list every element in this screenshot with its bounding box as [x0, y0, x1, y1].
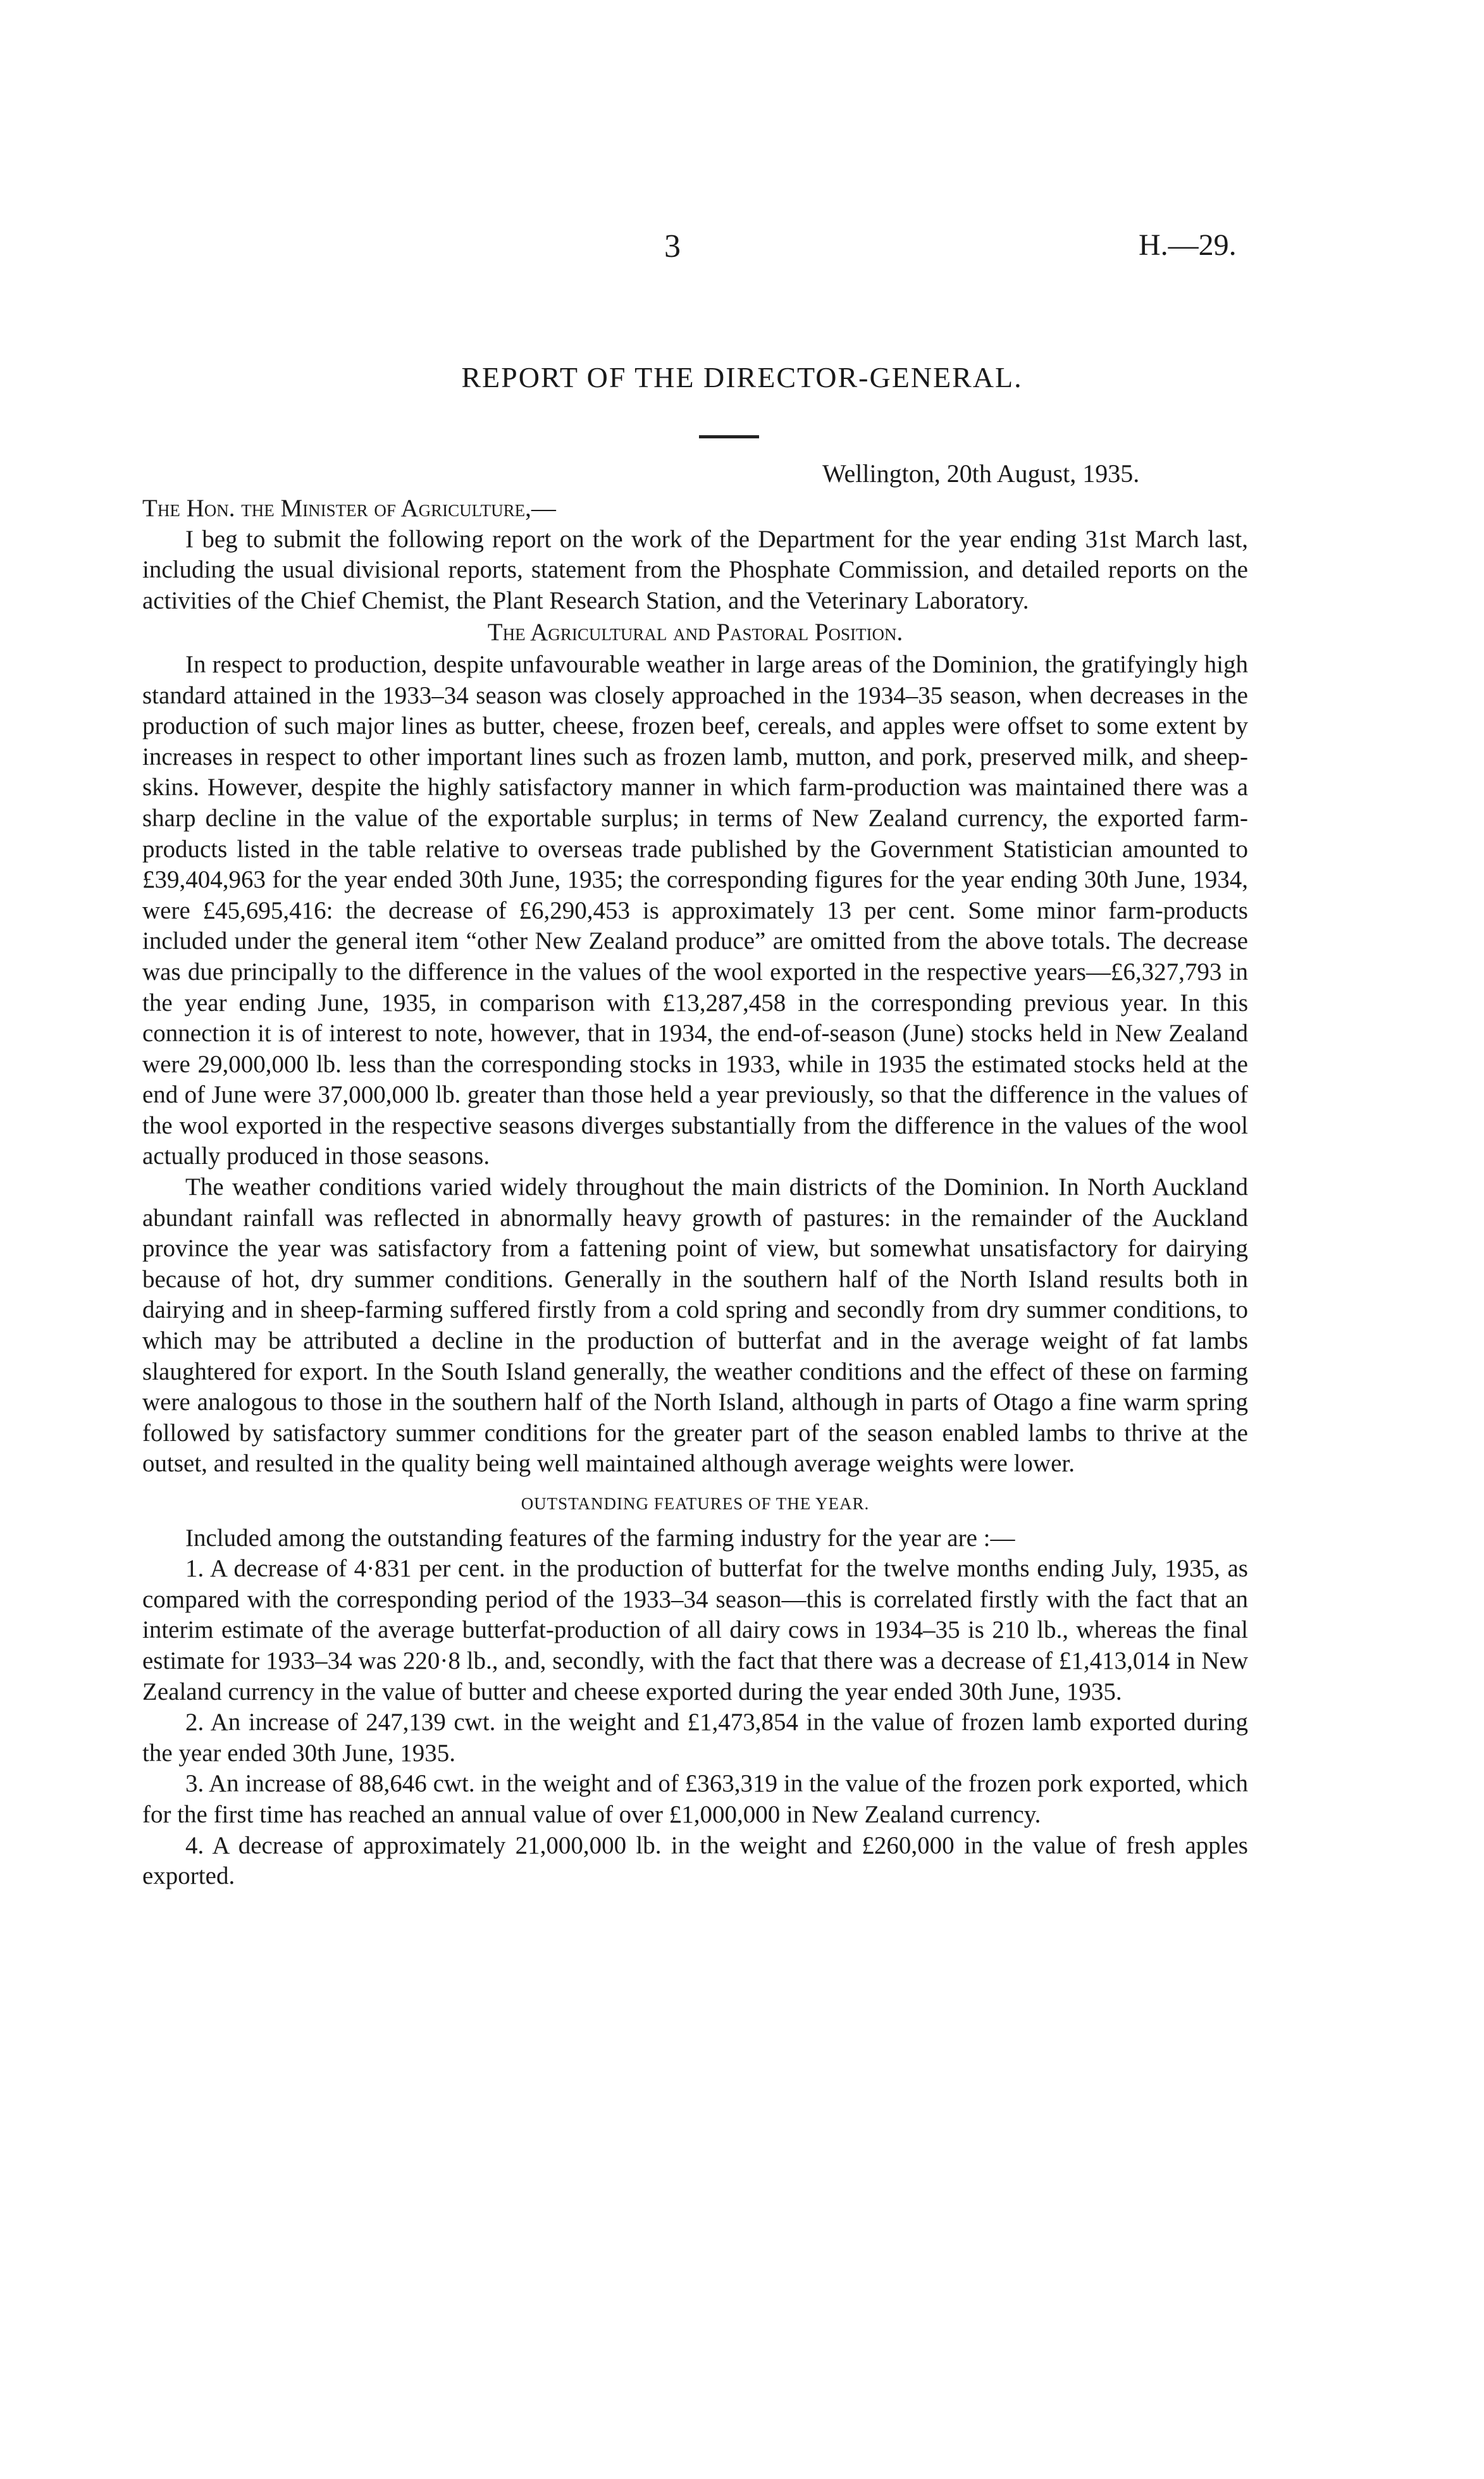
list-item: 2. An increase of 247,139 cwt. in the weight and £1,473,854 in the value of frozen lamb exported during the year ended 30th June, 1935. [142, 1709, 1248, 1767]
list-item: 1. A decrease of 4·831 per cent. in the production of butterfat for the twelve months ending July, 1935, as compared with the corresponding period of the 1933–34 season—this is correlated firstly with the fact that an interim estimate of the average butterfat-production of all dairy cows in 1934–35 is 210 lb., whereas the final estimate for 1933–34 was 220·8 lb., and, secondly, with the fact that there was a decrease of £1,413,014 in New Zealand currency in the value of butter and cheese exported during the year ended 30th June, 1935. [142, 1555, 1248, 1705]
paragraph: Included among the outstanding features of the farming industry for the year are :— [185, 1524, 1015, 1552]
section-heading-position: The Agricultural and Pastoral Position. [487, 619, 903, 646]
document-reference: H.—29. [1139, 228, 1237, 262]
list-item: 4. A decrease of approximately 21,000,000 lb. in the weight and £260,000 in the value of fresh apples exported. [142, 1831, 1248, 1890]
place-date: Wellington, 20th August, 1935. [822, 459, 1140, 488]
report-title: REPORT OF THE DIRECTOR-GENERAL. [461, 361, 1023, 393]
list-item: 3. An increase of 88,646 cwt. in the weight and of £363,319 in the value of the frozen pork exported, which for the first time has reached an annual value of over £1,000,000 in New Zealand currency. [142, 1770, 1248, 1828]
title-rule [699, 435, 759, 438]
paragraph: The weather conditions varied widely throughout the main districts of the Dominion. In North Auckland abundant rainfall was reflected in abnormally heavy growth of pastures: in the remainder of the Auckland province the year was satisfactory from a fattening point of view, but somewhat unsatisfactory for dairying because of hot, dry summer conditions. Generally in the southern half of the North Island results both in dairying and in sheep-farming suffered firstly from a cold spring and secondly from dry summer conditions, to which may be attributed a decline in the production of butterfat and in the average weight of fat lambs slaughtered for export. In the South Island generally, the weather conditions and the effect of these on farming were analogous to those in the southern half of the North Island, although in parts of Otago a fine warm spring followed by satisfactory summer conditions for the greater part of the season enabled lambs to thrive at the outset, and resulted in the quality being well maintained although average weights were lower. [142, 1173, 1248, 1478]
section-heading-features: OUTSTANDING FEATURES OF THE YEAR. [521, 1494, 870, 1513]
salutation: The Hon. the Minister of Agriculture,— [142, 495, 556, 522]
page-number: 3 [664, 228, 681, 264]
intro-paragraph: I beg to submit the following report on the work of the Department for the year ending 31st March last, including the usual divisional reports, statement from the Phosphate Commission, and detailed reports on the activities of the Chief Chemist, the Plant Research Station, and the Veterinary Laboratory. [142, 525, 1248, 614]
body-column [142, 493, 1248, 1892]
paragraph: In respect to production, despite unfavourable weather in large areas of the Dominion, the gratifyingly high standard attained in the 1933–34 season was closely approached in the 1934–35 season, when decreases in the production of such major lines as butter, cheese, frozen beef, cereals, and apples were offset to some extent by increases in respect to other important lines such as frozen lamb, mutton, and pork, preserved milk, and sheep-skins. However, despite the highly satisfactory manner in which farm-production was maintained there was a sharp decline in the value of the exportable surplus; in terms of New Zealand currency, the exported farm-products listed in the table relative to overseas trade published by the Government Statistician amounted to £39,404,963 for the year ended 30th June, 1935; the corresponding figures for the year ending 30th June, 1934, were £45,695,416: the decrease of £6,290,453 is approximately 13 per cent. Some minor farm-products included under the general item “other New Zealand produce” are omitted from the above totals. The decrease was due principally to the difference in the values of the wool exported in the respective years—£6,327,793 in the year ending June, 1935, in comparison with £13,287,458 in the corresponding previous year. In this connection it is of interest to note, however, that in 1934, the end-of-season (June) stocks held in New Zealand were 29,000,000 lb. less than the corresponding stocks in 1933, while in 1935 the estimated stocks held at the end of June were 37,000,000 lb. greater than those held a year previously, so that the difference in the values of the wool exported in the respective seasons diverges substantially from the difference in the values of the wool actually produced in those seasons. [142, 650, 1248, 1170]
